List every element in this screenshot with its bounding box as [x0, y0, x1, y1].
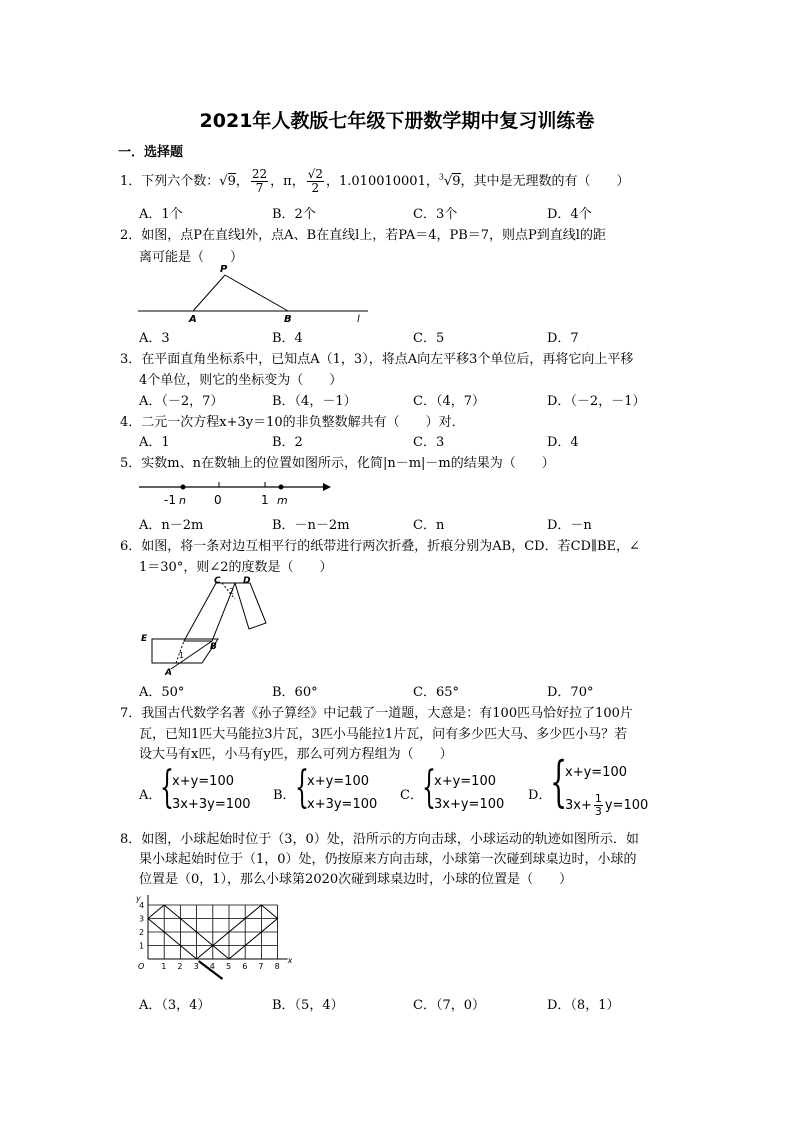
- q3-option-b[interactable]: B．（4，－1）: [272, 394, 357, 409]
- q6-option-a[interactable]: A．50°: [139, 685, 185, 700]
- label-l: l: [357, 314, 360, 325]
- question-7-stem-line2: 瓦，已知1匹大马能拉3片瓦，3匹小马能拉1片瓦，问有多少匹大马、多少匹小马？若: [139, 727, 628, 742]
- q4-option-c[interactable]: C．3: [413, 435, 445, 450]
- page-title: 2021年人教版七年级下册数学期中复习训练卷: [199, 110, 595, 132]
- fraction-22-7: $\frac{22}{7}$: [251, 167, 268, 195]
- question-4-stem: 4．二元一次方程x+3y＝10的非负整数解共有（ ）对．: [120, 415, 465, 430]
- point-n: [181, 485, 186, 490]
- q6-folded-strip-figure: [138, 577, 278, 677]
- section-heading: 一．选择题: [118, 145, 184, 160]
- x-tick-label: 5: [226, 962, 232, 971]
- x-tick-label: 2: [177, 962, 183, 971]
- x-tick-label: 8: [274, 962, 280, 971]
- q2-option-b[interactable]: B．4: [272, 331, 303, 346]
- q5-option-c[interactable]: C．n: [413, 518, 445, 533]
- question-1-stem: 1．下列六个数：√9， $\frac{22}{7}$ ，π， $\frac{√2}{2}$ ，1.010010001，$^3$√9，其中是无理数的有（ ）: [120, 167, 630, 195]
- segment-pb: [225, 275, 288, 311]
- axis-arrow: [323, 483, 331, 491]
- y-tick-label: 1: [139, 941, 145, 951]
- question-6-stem-line1: 6．如图，将一条对边互相平行的纸带进行两次折叠，折痕分别为AB，CD．若CD∥BE，∠: [120, 539, 640, 554]
- q4-option-b[interactable]: B．2: [272, 435, 303, 450]
- question-7-stem-line1: 7．我国古代数学名著《孙子算经》中记载了一道题，大意是：有100匹马恰好拉了100片: [120, 706, 633, 721]
- brace-c: {: [422, 762, 436, 813]
- q2-option-d[interactable]: D．7: [547, 331, 579, 346]
- q1-option-d[interactable]: D．4个: [547, 207, 592, 222]
- question-7-stem-line3: 设大马有x匹，小马有y匹，那么可列方程组为（ ）: [139, 747, 453, 762]
- q5-option-a[interactable]: A．n－2m: [139, 518, 204, 533]
- q8-option-c[interactable]: C．（7，0）: [413, 998, 485, 1013]
- q2-option-c[interactable]: C．5: [413, 331, 445, 346]
- label-angle2: 2: [229, 587, 235, 596]
- fraction-root2-2: $\frac{√2}{2}$: [307, 167, 323, 195]
- brace-a: {: [160, 762, 174, 813]
- label-b: B: [210, 642, 217, 652]
- label-y-axis: y: [136, 894, 141, 903]
- q5-number-line: [137, 478, 337, 508]
- question-6-stem-line2: 1＝30°，则∠2的度数是（ ）: [139, 560, 333, 575]
- q8-option-a[interactable]: A．（3，4）: [139, 998, 211, 1013]
- point-m: [279, 485, 284, 490]
- sqrt-symbol: √: [219, 174, 228, 189]
- q5-option-b[interactable]: B．－n－2m: [272, 518, 350, 533]
- label-e: E: [141, 634, 148, 644]
- q3-option-a[interactable]: A．（－2，7）: [139, 394, 224, 409]
- q4-option-a[interactable]: A．1: [139, 435, 170, 450]
- q8-option-d[interactable]: D．（8，1）: [547, 998, 620, 1013]
- label-p: P: [220, 264, 228, 275]
- label-one: 1: [261, 493, 269, 507]
- y-tick-label: 3: [139, 914, 145, 924]
- x-tick-label: 4: [209, 962, 215, 971]
- question-8-stem-line1: 8．如图，小球起始时位于（3，0）处，沿所示的方向击球，小球运动的轨迹如图所示．如: [120, 832, 639, 847]
- label-a: A: [165, 668, 172, 678]
- label-angle1: 1: [179, 651, 185, 660]
- y-tick-label: 2: [139, 928, 145, 937]
- question-3-stem-line2: 4个单位，则它的坐标变为（ ）: [139, 373, 343, 388]
- question-8-stem-line2: 果小球起始时位于（1，0）处，仍按原来方向击球，小球第一次碰到球桌边时，小球的: [139, 852, 637, 867]
- q2-option-a[interactable]: A．3: [139, 331, 170, 346]
- label-origin: O: [138, 962, 145, 971]
- question-3-stem-line1: 3．在平面直角坐标系中，已知点A（1，3），将点A向左平移3个单位后，再将它向上平移: [120, 352, 634, 367]
- question-2-stem-line2: 离可能是（ ）: [139, 250, 244, 265]
- label-b: B: [284, 314, 292, 325]
- question-8-stem-line3: 位置是（0，1），那么小球第2020次碰到球桌边时，小球的位置是（ ）: [139, 872, 573, 887]
- q6-option-d[interactable]: D．70°: [547, 685, 594, 700]
- q5-option-d[interactable]: D．－n: [547, 518, 592, 533]
- question-5-stem: 5．实数m、n在数轴上的位置如图所示，化简|n－m|－m的结果为（ ）: [120, 456, 555, 471]
- x-tick-label: 1: [161, 962, 167, 971]
- q1-option-a[interactable]: A．1个: [139, 207, 183, 222]
- label-a: A: [189, 314, 197, 325]
- strip-diagonal: [184, 583, 235, 641]
- q6-option-b[interactable]: B．60°: [272, 685, 318, 700]
- segment-pa: [193, 275, 225, 311]
- label-d: D: [243, 576, 251, 586]
- crease-ab: [171, 641, 212, 669]
- brace-d: {: [550, 750, 568, 813]
- label-c: C: [214, 576, 221, 586]
- question-2-stem-line1: 2．如图，点P在直线l外，点A、B在直线l上，若PA＝4，PB＝7，则点P到直线l的距: [120, 228, 606, 243]
- q8-billiard-grid-figure: [134, 884, 304, 984]
- q2-figure: [136, 262, 376, 325]
- q3-option-d[interactable]: D．（－2，－1）: [547, 394, 646, 409]
- brace-b: {: [295, 762, 309, 813]
- q3-option-c[interactable]: C．（4，7）: [413, 394, 485, 409]
- q1-option-b[interactable]: B．2个: [272, 207, 316, 222]
- strip-top-right: [235, 583, 266, 629]
- label-m: m: [277, 494, 288, 507]
- x-tick-label: 3: [193, 962, 199, 971]
- y-tick-label: 4: [139, 901, 145, 910]
- q4-option-d[interactable]: D．4: [547, 435, 579, 450]
- q6-option-c[interactable]: C．65°: [413, 685, 459, 700]
- label-x-axis: x: [287, 956, 293, 965]
- label-n: n: [179, 494, 186, 507]
- x-tick-label: 6: [242, 962, 248, 971]
- label-neg1: -1: [164, 493, 176, 507]
- q1-option-c[interactable]: C．3个: [413, 207, 458, 222]
- x-tick-label: 7: [258, 962, 264, 971]
- label-zero: 0: [214, 493, 222, 507]
- cube-root-symbol: √: [443, 174, 453, 189]
- q8-option-b[interactable]: B．（5，4）: [272, 998, 344, 1013]
